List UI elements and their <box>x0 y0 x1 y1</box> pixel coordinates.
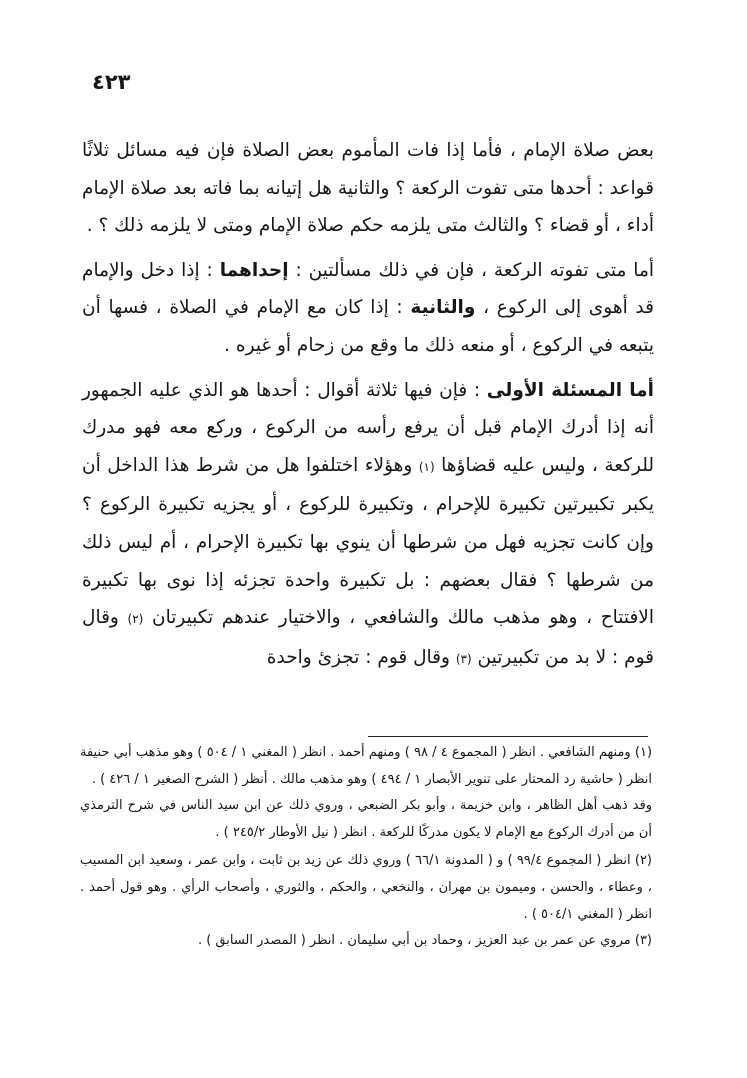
footnote-3: (٣) مروي عن عمر بن عبد العزيز ، وحماد بن أبي سليمان . انظر ( المصدر السابق ) . <box>197 933 652 949</box>
page-number: ٤٢٣ <box>92 70 131 94</box>
text-run: : إذا كان مع الإمام في الصلاة ، فسها أن يتبعه في الركوع ، أو منعه ذلك ما وقع من زحام أو غيره . <box>82 297 654 356</box>
bold-heading-first-issue: أما المسئلة الأولى <box>486 379 654 401</box>
footnote-ref-2[interactable]: (٢) <box>127 612 144 627</box>
main-text <box>82 132 654 685</box>
footnote-1 <box>80 740 652 846</box>
bold-term-second: والثانية <box>410 297 476 319</box>
text-run: أما متى تفوته الركعة ، فإن في ذلك مسألتين : <box>288 259 654 281</box>
text-run: وقال قوم : تجزئ واحدة <box>266 646 456 668</box>
paragraph-two-issues <box>82 252 654 365</box>
text-run: وقال قوم : لا بد من تكبيرتين <box>82 607 654 668</box>
footnote-2: (٢) انظر ( المجموع ٩٩/٤ ) و ( المدونة ٦٦/١ ) وروي ذلك عن زيد بن ثابت ، وابن عمر ، وسعيد ابن المسيب ، وعطاء ، والحسن ، وميمون بن مهران ، والنخعي ، والحكم ، والثوري ، وأصحاب الرأي . وهو قول أحمد . انظر ( المغني ٥٠٤/١ ) . <box>80 853 652 922</box>
paragraph-first-issue <box>82 372 654 679</box>
text-run: : فإن فيها ثلاثة أقوال : أحدها هو الذي عليه الجمهور أنه إذا أدرك الإمام قبل أن يرفع رأسه من الركوع ، وركع معه فهو مدرك للركعة ، وليس عليه قضاؤها <box>82 379 654 476</box>
text-run: : إذا دخل والإمام قد أهوى إلى الركوع ، <box>82 259 654 319</box>
footnote-ref-1[interactable]: (١) <box>418 459 435 474</box>
text-run: وهؤلاء اختلفوا هل من شرط هذا الداخل أن يكبر تكبيرتين تكبيرة للإحرام ، وتكبيرة للركوع ، أو يجزيه تكبيرة الركوع ؟ وإن كانت تجزيه فهل من شرطها أن ينوي بها تكبيرة الإحرام ، أم ليس ذلك من شرطها ؟ فقال بعضهم : بل تكبيرة واحدة تجزئه إذا نوى بها تكبيرة الافتتاح ، وهو مذهب مالك والشافعي ، والاختيار عندهم تكبيرتان <box>82 454 654 629</box>
footnote-separator <box>368 736 648 737</box>
footnote-ref-3[interactable]: (٣) <box>455 651 472 666</box>
footnotes <box>80 740 652 955</box>
bold-term-first: إحداهما <box>219 259 289 281</box>
footnote-1-continuation: وقد ذهب أهل الظاهر ، وابن خزيمة ، وأبو بكر الضبعي ، وروي ذلك عن ابن سيد الناس في شرح الترمذي أن من أدرك الركوع مع الإمام لا يكون مدركًا للركعة . انظر ( نيل الأوطار ٢٤٥/٢ ) . <box>80 798 652 840</box>
paragraph-intro: بعض صلاة الإمام ، فأما إذا فات المأموم بعض الصلاة فإن فيه مسائل ثلاثًا قواعد : أحدها متى تفوت الركعة ؟ والثانية هل إتيانه بما فاته بعد صلاة الإمام أداء ، أو قضاء ؟ والثالث متى يلزمه حكم صلاة الإمام ومتى لا يلزمه ذلك ؟ . <box>82 140 654 237</box>
footnote-1-main: (١) ومنهم الشافعي . انظر ( المجموع ٤ / ٩٨ ) ومنهم أحمد . انظر ( المغني ١ / ٥٠٤ ) وهو مذهب أبي حنيفة انظر ( حاشية رد المحتار على تنوير الأبصار ١ / ٤٩٤ ) وهو مذهب مالك . أنظر ( الشرح الصغير ١ / ٤٢٦ ) . <box>80 745 653 787</box>
